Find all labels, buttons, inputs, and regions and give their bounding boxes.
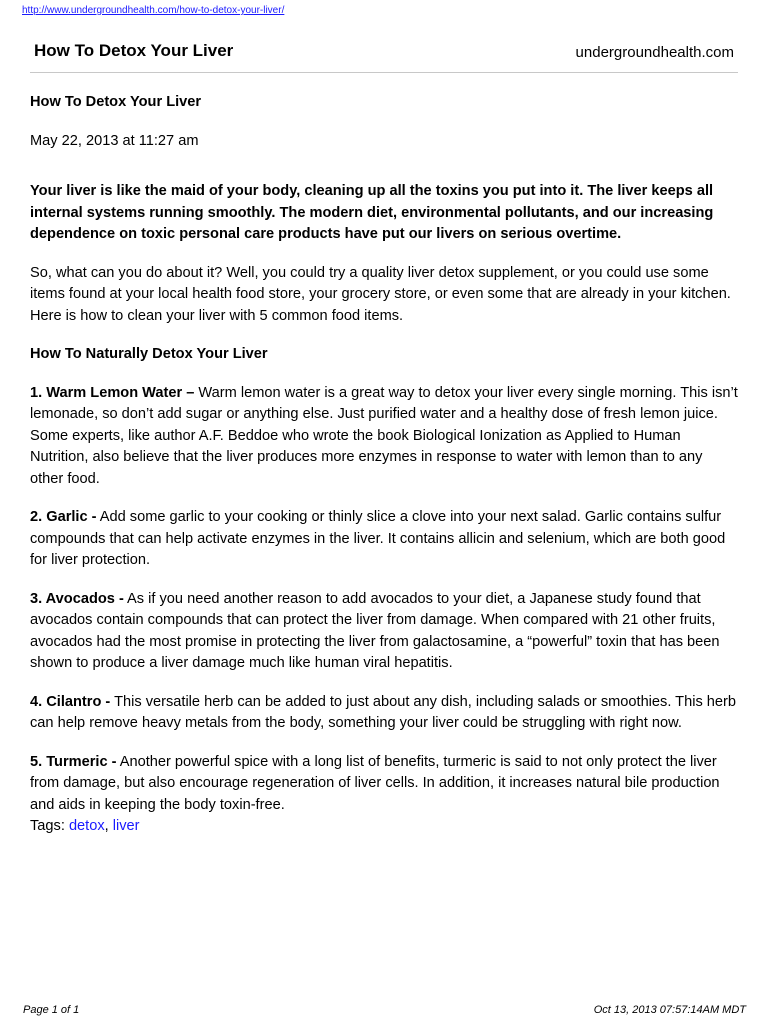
item-label: 2. Garlic - (30, 509, 97, 525)
tag-link-liver[interactable]: liver (112, 818, 140, 834)
footer-timestamp: Oct 13, 2013 07:57:14AM MDT (593, 1004, 746, 1016)
tags-line (30, 816, 738, 838)
article-body (30, 92, 738, 838)
tag-link-detox[interactable]: detox (68, 818, 105, 834)
item-label: 5. Turmeric - (30, 753, 117, 770)
section-heading: How To Naturally Detox Your Liver (30, 346, 268, 362)
list-item (30, 383, 738, 491)
article-intro: Your liver is like the maid of your body, cleaning up all the toxins you put into it. The liver keeps all internal systems running smoothly. The modern diet, environmental pollutants, and our increasing dependence on toxic personal care products have put our livers on serious overtime. (30, 183, 714, 242)
item-text: Another powerful spice with a long list of benefits, turmeric is said to not only protect the liver from damage, but also encourage regeneration of liver cells. In addition, it increases natural bile production and aids in keeping the body toxin-free. (30, 753, 720, 813)
footer-page-number: Page 1 of 1 (23, 1004, 80, 1016)
article-paragraph: So, what can you do about it? Well, you could try a quality liver detox supplement, or you could use some items found at your local health food store, your grocery store, or even some that are already in your kitchen. Here is how to clean your liver with 5 common food items. (30, 264, 731, 324)
item-text: Warm lemon water is a great way to detox your liver every single morning. This isn’t lemonade, so don’t add sugar or anything else. Just purified water and a healthy dose of fresh lemon juice. Some experts, like author A.F. Beddoe who wrote the book Biological Ionization as Applied to Human Nutrition, also believe that the liver produces more enzymes in response to water with lemon than to any other food. (30, 384, 738, 487)
item-label: 4. Cilantro - (30, 693, 111, 710)
list-item (30, 752, 738, 817)
list-item (30, 692, 738, 735)
header-divider (30, 72, 738, 73)
article-date: May 22, 2013 at 11:27 am (30, 132, 199, 149)
print-url-link[interactable]: http://www.undergroundhealth.com/how-to-detox-your-liver/ (22, 5, 285, 16)
article-title: How To Detox Your Liver (30, 94, 202, 110)
item-label: 1. Warm Lemon Water – (30, 384, 195, 401)
tags-separator: , (104, 818, 113, 834)
item-label: 3. Avocados - (30, 590, 124, 607)
item-text: Add some garlic to your cooking or thinly slice a clove into your next salad. Garlic contains sulfur compounds that can help activate enzymes in the liver. It contains allicin and selenium, which are both good for liver protection. (30, 509, 726, 568)
item-text: As if you need another reason to add avocados to your diet, a Japanese study found that avocados contain compounds that can protect the liver from damage. When compared with 21 other fruits, avocados had the most promise in protecting the liver from galactosamine, a “powerful” toxin that has been shown to produce a liver damage much like human viral hepatitis. (30, 590, 720, 671)
list-item (30, 507, 738, 572)
item-text: This versatile herb can be added to just about any dish, including salads or smoothies. This herb can help remove heavy metals from the body, something your liver could be struggling with right now. (30, 693, 737, 731)
tags-label: Tags: (30, 818, 69, 834)
list-item (30, 589, 738, 675)
header-title: How To Detox Your Liver (34, 41, 234, 60)
header-site-name: undergroundhealth.com (575, 44, 734, 61)
